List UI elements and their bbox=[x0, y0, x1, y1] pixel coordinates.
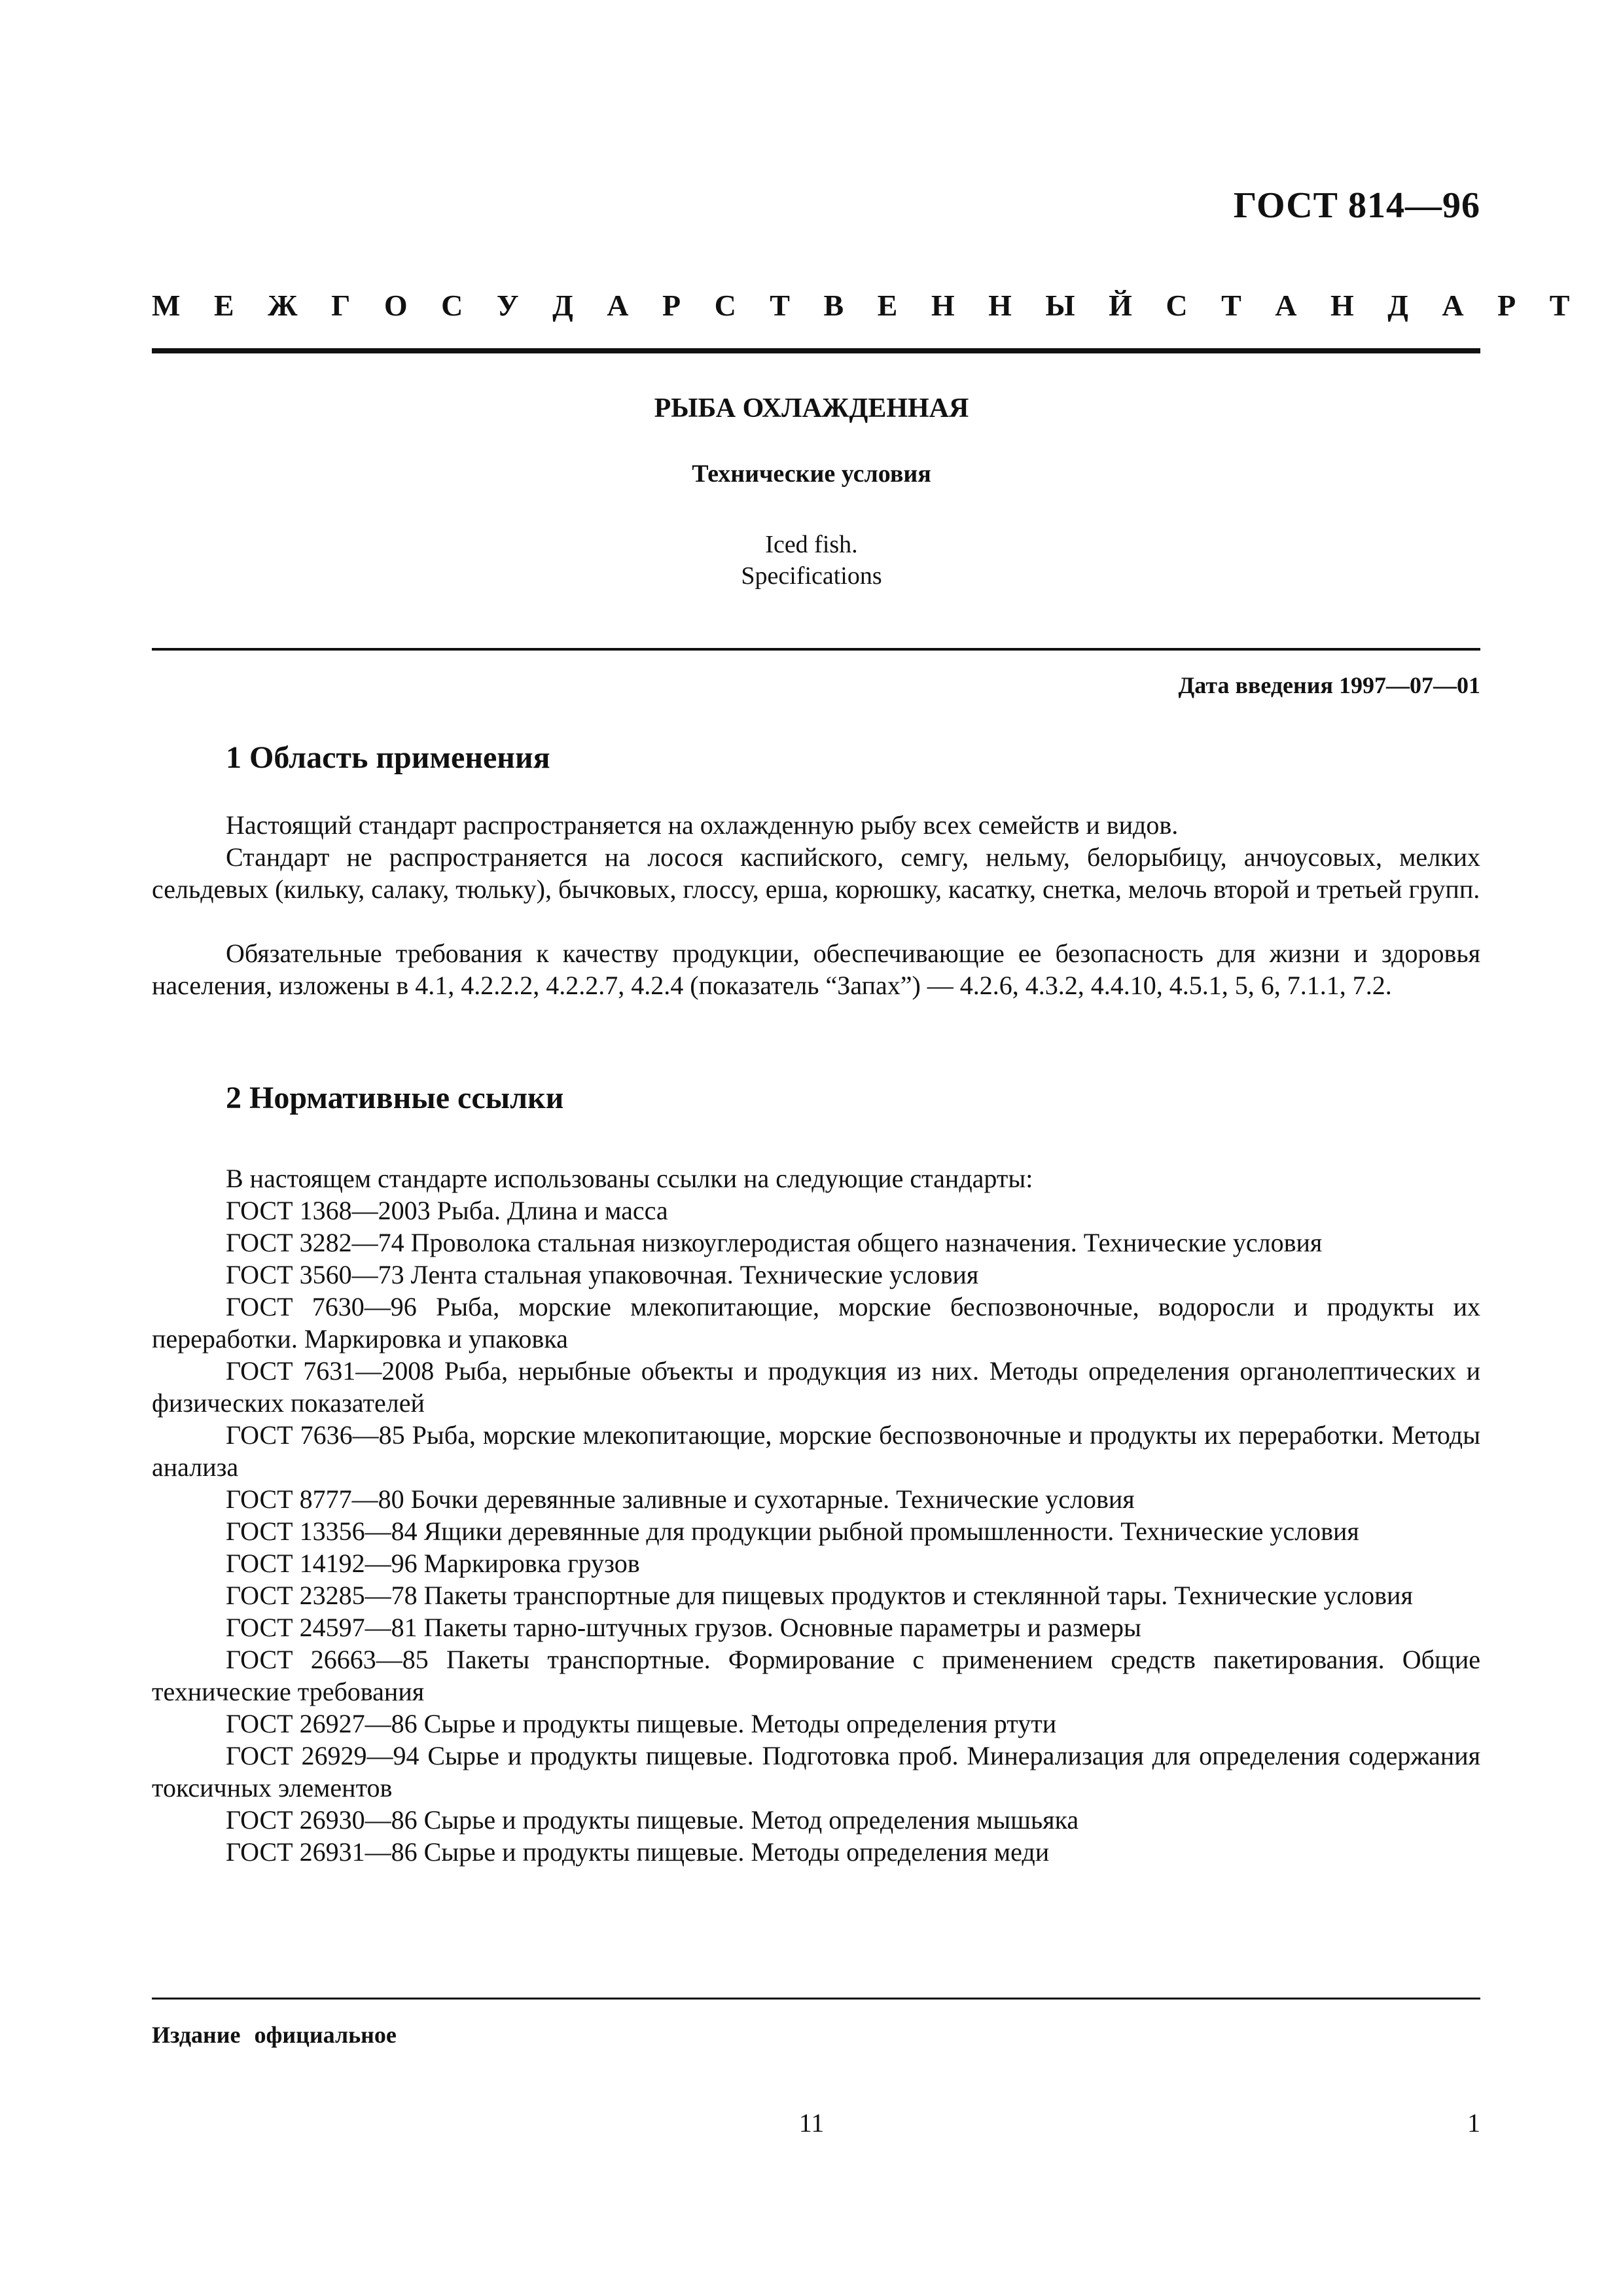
reference-item: ГОСТ 26927—86 Сырье и продукты пищевые. Методы определения ртути bbox=[226, 1709, 1057, 1738]
section-1-paragraph: Стандарт не распространяется на лосося каспийского, семгу, нельму, белорыбицу, анчоусовых, мелких сельдевых (кильку, салаку, тюльку), бычковых, глоссу, ерша, корюшку, касатку, снетка, мелочь второй и третьей групп. bbox=[152, 842, 1480, 904]
section-1-paragraph: Настоящий стандарт распространяется на охлажденную рыбу всех семейств и видов. bbox=[226, 810, 1179, 840]
reference-item: ГОСТ 26929—94 Сырье и продукты пищевые. Подготовка проб. Минерализация для определения содержания токсичных элементов bbox=[152, 1741, 1480, 1803]
reference-item: ГОСТ 7630—96 Рыба, морские млекопитающие, морские беспозвоночные, водоросли и продукты их переработки. Маркировка и упаковка bbox=[152, 1292, 1480, 1354]
document-subtitle: Технические условия bbox=[692, 460, 931, 488]
page-number-center: 11 bbox=[798, 2108, 825, 2138]
references-intro: В настоящем стандарте использованы ссылки на следующие стандарты: bbox=[226, 1164, 1033, 1193]
page-number-right: 1 bbox=[1467, 2108, 1480, 2138]
reference-item: ГОСТ 26930—86 Сырье и продукты пищевые. Метод определения мышьяка bbox=[226, 1805, 1079, 1835]
reference-item: ГОСТ 23285—78 Пакеты транспортные для пищевых продуктов и стеклянной тары. Технические условия bbox=[226, 1581, 1413, 1610]
reference-item: ГОСТ 7636—85 Рыба, морские млекопитающие, морские беспозвоночные и продукты их переработки. Методы анализа bbox=[152, 1420, 1480, 1482]
section-1-paragraph: Обязательные требования к качеству продукции, обеспечивающие ее безопасность для жизни и здоровья населения, изложены в 4.1, 4.2.2.2, 4.2.2.7, 4.2.4 (показатель “Запах”) — 4.2.6, 4.3.2, 4.4.10, 4.5.1, 5, 6, 7.1.1, 7.2. bbox=[152, 939, 1480, 1000]
reference-item: ГОСТ 26931—86 Сырье и продукты пищевые. Методы определения меди bbox=[226, 1837, 1050, 1867]
section-2-heading: 2 Нормативные ссылки bbox=[226, 1081, 564, 1115]
official-edition-label: Издание официальное bbox=[152, 2022, 397, 2048]
english-title-line2: Specifications bbox=[741, 562, 882, 590]
reference-item: ГОСТ 13356—84 Ящики деревянные для продукции рыбной промышленности. Технические условия bbox=[226, 1516, 1359, 1546]
reference-item: ГОСТ 7631—2008 Рыба, нерыбные объекты и продукция из них. Методы определения органолептических и физических показателей bbox=[152, 1356, 1480, 1418]
header-rule bbox=[152, 348, 1480, 353]
reference-item: ГОСТ 24597—81 Пакеты тарно-штучных грузов. Основные параметры и размеры bbox=[226, 1613, 1141, 1642]
reference-item: ГОСТ 14192—96 Маркировка грузов bbox=[226, 1549, 640, 1578]
english-title-line1: Iced fish. bbox=[765, 531, 858, 558]
title-divider bbox=[152, 648, 1480, 651]
reference-item: ГОСТ 1368—2003 Рыба. Длина и масса bbox=[226, 1196, 668, 1225]
introduction-date: Дата введения 1997—07—01 bbox=[1178, 672, 1480, 698]
footer-rule bbox=[152, 1998, 1480, 2000]
english-title bbox=[0, 529, 1623, 592]
reference-item: ГОСТ 26663—85 Пакеты транспортные. Формирование с применением средств пакетирования. Общие технические требования bbox=[152, 1645, 1480, 1706]
banner-word-standard: С Т А Н Д А Р Т bbox=[1166, 289, 1570, 322]
reference-item: ГОСТ 3560—73 Лента стальная упаковочная. Технические условия bbox=[226, 1260, 979, 1289]
banner-word-interstate: М Е Ж Г О С У Д А Р С Т В Е Н Н Ы Й bbox=[152, 289, 1132, 322]
standard-banner bbox=[152, 288, 1570, 323]
document-code: ГОСТ 814—96 bbox=[1233, 185, 1480, 226]
normative-references bbox=[152, 1162, 1480, 1868]
document-title: РЫБА ОХЛАЖДЕННАЯ bbox=[654, 393, 969, 423]
reference-item: ГОСТ 8777—80 Бочки деревянные заливные и сухотарные. Технические условия bbox=[226, 1484, 1135, 1514]
reference-item: ГОСТ 3282—74 Проволока стальная низкоуглеродистая общего назначения. Технические условия bbox=[226, 1228, 1323, 1257]
section-1-heading: 1 Область применения bbox=[226, 740, 550, 775]
